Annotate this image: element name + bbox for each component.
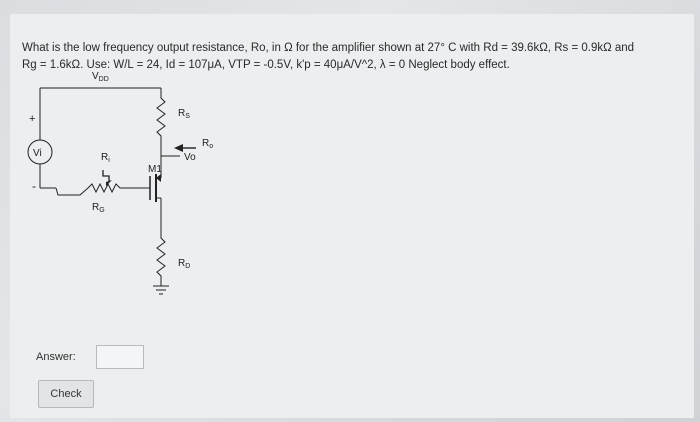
minus-sign: -	[32, 179, 36, 193]
plus-sign: +	[29, 113, 36, 125]
rs-label: $R_S$	[178, 108, 190, 120]
check-button[interactable]: Check	[38, 380, 94, 408]
answer-label: Answer:	[36, 351, 76, 363]
ri-label: $R_i$	[101, 152, 110, 164]
rg-resistor	[88, 184, 132, 192]
vi-label: Vi	[33, 148, 42, 159]
ro-arrowhead	[174, 144, 183, 152]
rg-label: $R_G$	[92, 202, 105, 214]
ro-label: $R_o$	[202, 138, 214, 150]
vdd-label: $V_{DD}$	[92, 71, 109, 83]
answer-input[interactable]	[96, 345, 144, 369]
bottom-loop-wire	[56, 188, 88, 195]
ground-icon	[153, 286, 169, 294]
m1-label: M1	[148, 164, 162, 175]
vo-label: Vo	[184, 152, 196, 163]
circuit-diagram	[20, 60, 280, 340]
rd-label: $R_D$	[178, 258, 191, 270]
rd-resistor	[157, 198, 165, 286]
question-line-1: What is the low frequency output resistance, Ro, in Ω for the amplifier shown at 27° C with Rd = 39.6kΩ, Rs = 0.9kΩ and	[22, 42, 635, 54]
question-line-2: Rg = 1.6kΩ. Use: W/L = 24, Id = 107μA, VTP = -0.5V, k'p = 40μA/V^2, λ = 0 Neglect body effect.	[22, 59, 510, 71]
